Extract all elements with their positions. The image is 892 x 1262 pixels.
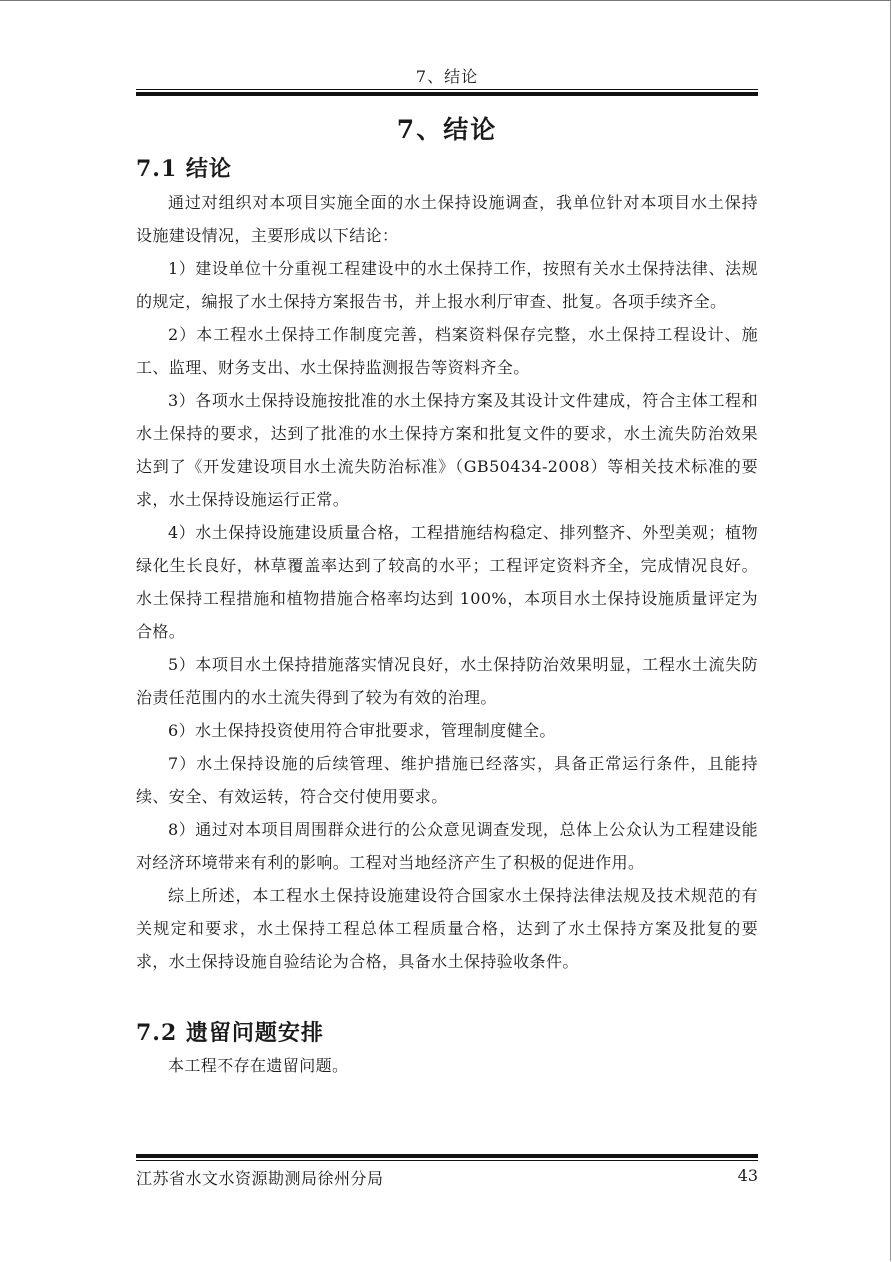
paragraph-conclusion-7: 7）水土保持设施的后续管理、维护措施已经落实，具备正常运行条件，且能持续、安全、有效运转，符合交付使用要求。 <box>136 754 758 806</box>
paragraph-summary: 综上所述，本工程水土保持设施建设符合国家水土保持法律法规及技术规范的有关规定和要求，水土保持工程总体工程质量合格，达到了水土保持方案及批复的要求，水土保持设施自验结论为合格，具备水土保持验收条件。 <box>136 886 758 971</box>
paragraph-conclusion-3: 3）各项水土保持设施按批准的水土保持方案及其设计文件建成，符合主体工程和水土保持的要求，达到了批准的水土保持方案和批复文件的要求，水土流失防治效果达到了《开发建设项目水土流失防治标准》（GB50434-2008）等相关技术标准的要求，水土保持设施运行正常。 <box>136 391 758 509</box>
section-7-1-body <box>136 186 758 978</box>
paragraph-intro: 通过对组织对本项目实施全面的水土保持设施调查，我单位针对本项目水土保持设施建设情况，主要形成以下结论： <box>136 193 758 245</box>
paragraph-conclusion-5: 5）本项目水土保持措施落实情况良好，水土保持防治效果明显，工程水土流失防治责任范围内的水土流失得到了较为有效的治理。 <box>136 655 758 707</box>
header-rule-thick <box>136 92 758 96</box>
header-rule-thin <box>136 89 758 90</box>
section-title-7-2: 7.2 遗留问题安排 <box>136 1020 324 1046</box>
paragraph-conclusion-2: 2）本工程水土保持工作制度完善，档案资料保存完整，水土保持工程设计、施工、监理、财务支出、水土保持监测报告等资料齐全。 <box>136 325 758 377</box>
paragraph-conclusion-4: 4）水土保持设施建设质量合格，工程措施结构稳定、排列整齐、外型美观；植物绿化生长良好，林草覆盖率达到了较高的水平；工程评定资料齐全，完成情况良好。水土保持工程措施和植物措施合格率均达到 100%，本项目水土保持设施质量评定为合格。 <box>136 523 758 641</box>
footer-rule-thin <box>136 1160 758 1161</box>
paragraph-conclusion-1: 1）建设单位十分重视工程建设中的水土保持工作，按照有关水土保持法律、法规的规定，编报了水土保持方案报告书，并上报水利厅审查、批复。各项手续齐全。 <box>136 259 758 311</box>
chapter-title: 7、结论 <box>396 115 498 144</box>
running-header: 7、结论 <box>415 67 479 86</box>
paragraph-conclusion-6: 6）水土保持投资使用符合审批要求，管理制度健全。 <box>168 721 556 740</box>
footer-rule-thick <box>136 1154 758 1158</box>
paragraph-conclusion-8: 8）通过对本项目周围群众进行的公众意见调查发现，总体上公众认为工程建设能对经济环境带来有利的影响。工程对当地经济产生了积极的促进作用。 <box>136 820 758 872</box>
footer-organization: 江苏省水文水资源勘测局徐州分局 <box>136 1169 384 1188</box>
section-7-2-body <box>136 1049 758 1082</box>
section-title-7-1: 7.1 结论 <box>136 156 232 182</box>
page-number: 43 <box>737 1166 758 1185</box>
paragraph-remaining-issues: 本工程不存在遗留问题。 <box>168 1056 349 1075</box>
